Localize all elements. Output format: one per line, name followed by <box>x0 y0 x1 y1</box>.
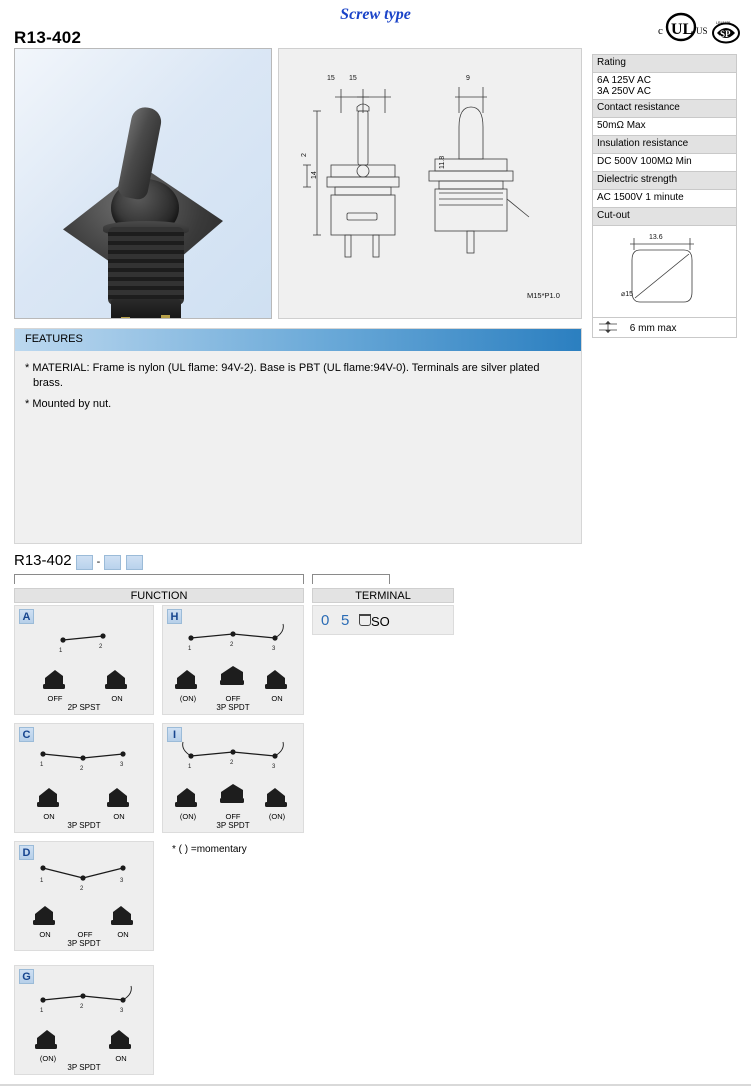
state-label-i-3: (ON) <box>268 812 286 821</box>
state-label-h-2: OFF <box>225 694 241 703</box>
spec-value-dielectric-strength: AC 1500V 1 minute <box>592 190 737 208</box>
feature-line-1: * MATERIAL: Frame is nylon (UL flame: 94V-2). Base is PBT (UL flame:94V-0). Terminals are silver plated <box>25 362 540 374</box>
poles-label-g: 3P SPDT <box>67 1063 101 1072</box>
function-code-a: A <box>19 609 34 624</box>
spec-label-cutout: Cut-out <box>592 208 737 226</box>
dim-body-height: 14 <box>311 171 318 179</box>
panel-thickness-row <box>592 318 737 338</box>
svg-text:3: 3 <box>272 646 276 652</box>
spec-label-rating: Rating <box>592 54 737 73</box>
state-label-i-1: (ON) <box>179 812 197 821</box>
svg-text:US: US <box>696 26 708 36</box>
svg-text:2: 2 <box>80 766 84 772</box>
function-code-c: C <box>19 727 34 742</box>
function-cell-d[interactable] <box>14 841 154 951</box>
terminal-shape-icon <box>359 614 371 626</box>
switch-terminal <box>161 315 170 319</box>
svg-text:1: 1 <box>188 764 192 770</box>
ordering-separator: - <box>96 556 101 568</box>
spec-value-contact-resistance: 50mΩ Max <box>592 118 737 136</box>
rating-line-1: 6A 125V AC <box>597 75 651 86</box>
terminal-options-cell <box>312 605 454 635</box>
function-cell-c[interactable] <box>14 723 154 833</box>
specification-table <box>592 54 737 338</box>
svg-text:1: 1 <box>40 878 44 884</box>
svg-text:1: 1 <box>40 1008 44 1014</box>
dim-side-width: 9 <box>466 75 470 82</box>
state-label-a-1: OFF <box>47 694 63 703</box>
poles-label-c: 3P SPDT <box>67 821 101 830</box>
svg-text:c: c <box>658 25 663 37</box>
svg-text:3: 3 <box>120 762 124 768</box>
page-title: R13-402 <box>14 28 82 47</box>
state-label-h-1: (ON) <box>179 694 197 703</box>
terminal-code-0[interactable]: 0 <box>321 612 330 629</box>
ordering-model: R13-402 <box>14 552 72 569</box>
spec-label-contact-resistance: Contact resistance <box>592 100 737 118</box>
features-header-bar <box>15 329 581 351</box>
code-box-terminal-2[interactable] <box>126 555 143 570</box>
switch-terminal <box>121 317 130 319</box>
svg-text:3: 3 <box>120 878 124 884</box>
feature-line-3: * Mounted by nut. <box>25 398 112 410</box>
code-box-function[interactable] <box>76 555 93 570</box>
state-label-h-3: ON <box>271 694 283 703</box>
state-label-i-2: OFF <box>225 812 241 821</box>
spec-label-insulation-resistance: Insulation resistance <box>592 136 737 154</box>
svg-text:2: 2 <box>230 760 234 766</box>
terminal-column-header: TERMINAL <box>312 588 454 603</box>
function-cell-g[interactable] <box>14 965 154 1075</box>
function-cell-i[interactable] <box>162 723 304 833</box>
features-panel <box>14 328 582 544</box>
switch-base <box>111 299 181 319</box>
spec-value-rating <box>592 73 737 100</box>
svg-text:3: 3 <box>272 764 276 770</box>
spec-value-insulation-resistance: DC 500V 100MΩ Min <box>592 154 737 172</box>
function-code-h: H <box>167 609 182 624</box>
features-heading: FEATURES <box>25 333 83 345</box>
svg-text:1: 1 <box>188 646 192 652</box>
function-cell-a[interactable] <box>14 605 154 715</box>
svg-text:SP: SP <box>720 29 731 39</box>
panel-thickness-label: 6 mm max <box>629 323 677 334</box>
cutout-diameter-label: ⌀15 <box>621 291 634 298</box>
state-label-g-2: ON <box>115 1054 127 1063</box>
poles-label-a: 2P SPST <box>67 703 101 712</box>
function-bracket <box>14 574 304 584</box>
function-cell-h[interactable] <box>162 605 304 715</box>
svg-text:2: 2 <box>230 642 234 648</box>
function-code-i: I <box>167 727 182 742</box>
dim-lever-left: 15 <box>327 75 335 82</box>
state-label-d-3: ON <box>117 930 129 939</box>
poles-label-i: 3P SPDT <box>216 821 250 830</box>
spec-label-dielectric-strength: Dielectric strength <box>592 172 737 190</box>
technical-drawing <box>278 48 582 319</box>
ordering-code-row <box>14 552 144 570</box>
function-code-g: G <box>19 969 34 984</box>
state-label-c-1: ON <box>43 812 55 821</box>
page-subtitle: Screw type <box>340 6 411 23</box>
state-label-c-2: ON <box>113 812 125 821</box>
terminal-code-5[interactable]: 5 <box>341 612 350 629</box>
svg-text:2: 2 <box>80 1004 84 1010</box>
product-photo <box>14 48 272 319</box>
switch-barrel <box>108 227 184 305</box>
terminal-text-so: SO <box>371 614 390 629</box>
dim-flange-thickness: 2 <box>301 153 308 157</box>
cutout-drawing <box>592 226 737 318</box>
dim-lever-height: 11.8 <box>439 155 446 169</box>
svg-text:1: 1 <box>59 648 63 654</box>
svg-text:2: 2 <box>99 644 103 650</box>
svg-text:2: 2 <box>80 886 84 892</box>
rating-line-2: 3A 250V AC <box>597 86 651 97</box>
svg-text:UL: UL <box>671 21 694 38</box>
svg-text:3: 3 <box>120 1008 124 1014</box>
function-column-header: FUNCTION <box>14 588 304 603</box>
poles-label-d: 3P SPDT <box>67 939 101 948</box>
footer-divider <box>0 1084 751 1086</box>
state-label-a-2: ON <box>111 694 123 703</box>
state-label-d-1: ON <box>39 930 51 939</box>
momentary-note: * ( ) =momentary <box>172 844 247 855</box>
certification-marks <box>648 8 744 48</box>
state-label-g-1: (ON) <box>39 1054 57 1063</box>
thread-label: M15*P1.0 <box>527 291 560 300</box>
feature-line-2: brass. <box>33 377 63 389</box>
terminal-bracket <box>312 574 390 584</box>
cutout-width-label: 13.6 <box>649 234 663 241</box>
csa-file-number: LR41135 <box>716 21 731 25</box>
code-box-terminal-1[interactable] <box>104 555 121 570</box>
dim-lever-right: 15 <box>349 75 357 82</box>
ul-mark-icon <box>658 12 708 47</box>
state-label-d-2: OFF <box>77 930 93 939</box>
function-code-d: D <box>19 845 34 860</box>
poles-label-h: 3P SPDT <box>216 703 250 712</box>
csa-mark-icon <box>710 18 744 47</box>
svg-text:1: 1 <box>40 762 44 768</box>
